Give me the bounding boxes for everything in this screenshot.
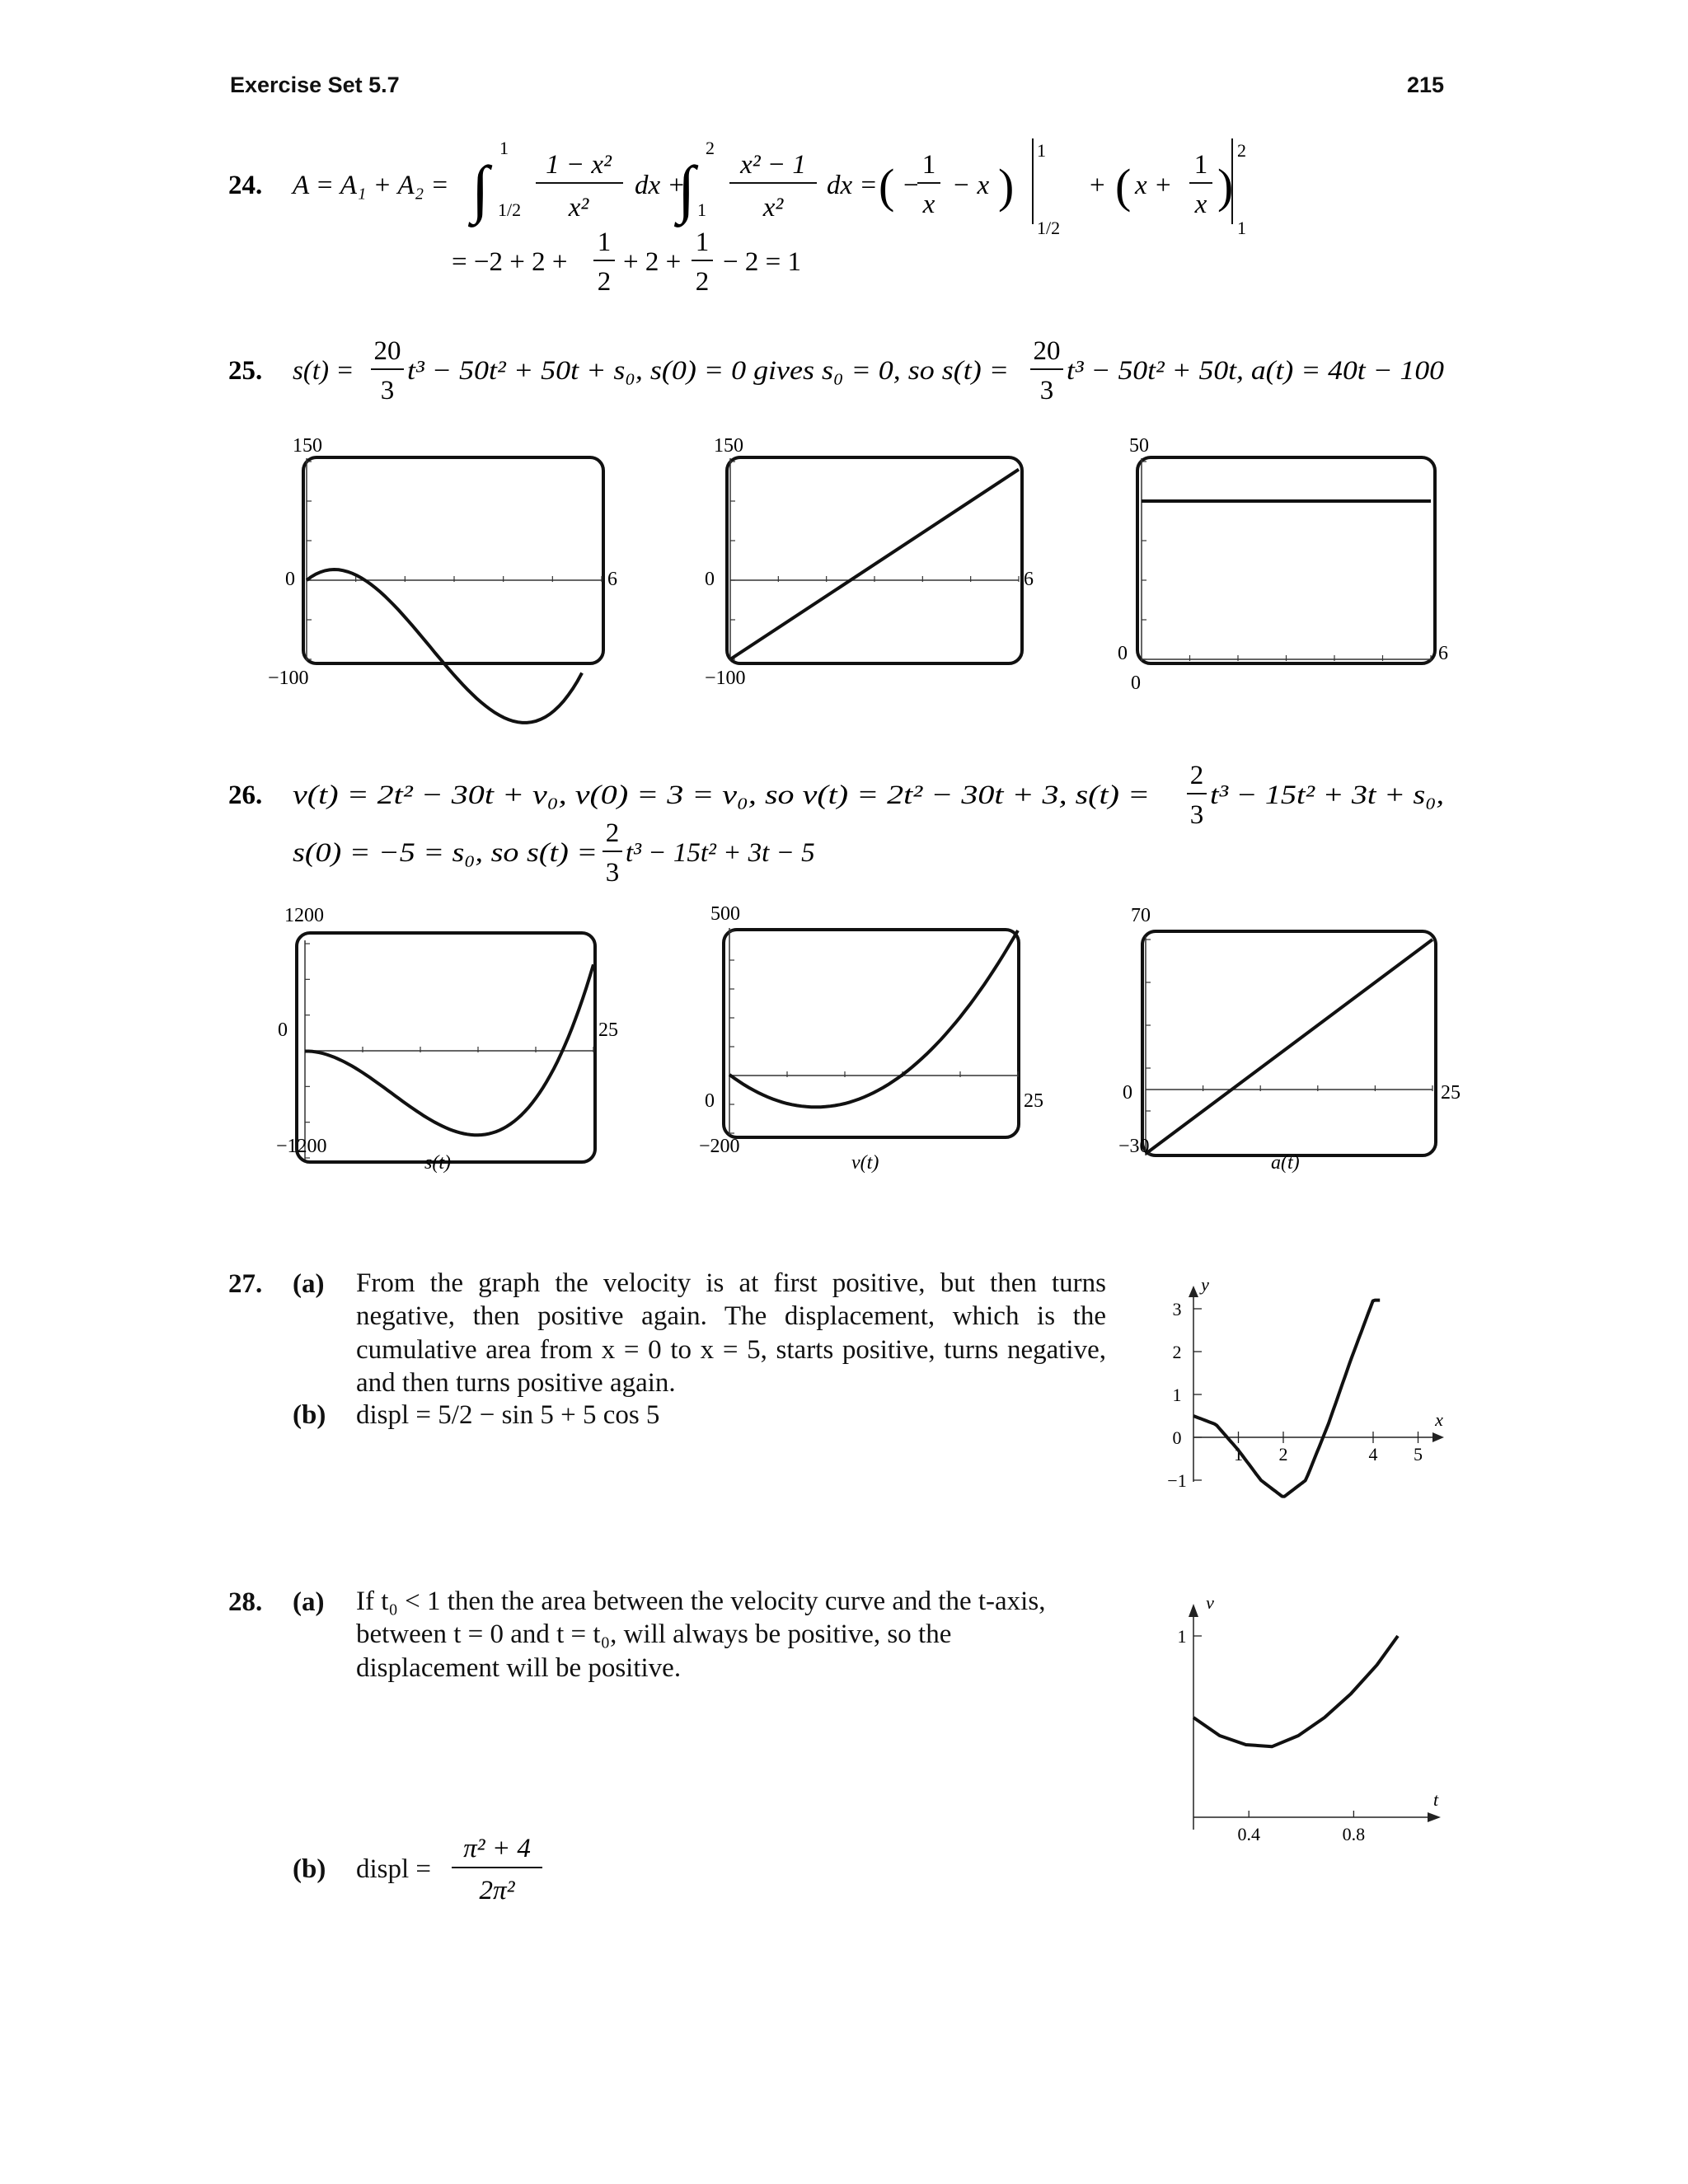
p24-eval1-upper: 1 bbox=[1037, 140, 1046, 161]
minus-sign: − bbox=[903, 171, 919, 200]
p24-line2-f2den: 2 bbox=[695, 267, 710, 297]
p28-b-den: 2π² bbox=[479, 1876, 515, 1905]
p24-line2-end: − 2 = 1 bbox=[723, 247, 801, 277]
p25-text2: t³ − 50t² + 50t + s₀, s(0) = 0 gives s₀ = 0, so s(t) = bbox=[407, 356, 1009, 386]
series-line bbox=[305, 964, 593, 1135]
p24-int1-upper: 1 bbox=[499, 138, 509, 158]
calculator-frame bbox=[1137, 457, 1435, 663]
p25-f1num: 20 bbox=[373, 336, 401, 366]
paren-left: ( bbox=[879, 159, 895, 213]
integral-sign: ∫ bbox=[471, 152, 490, 224]
x-tick-label: 0.4 bbox=[1237, 1824, 1260, 1844]
y-tick-label: 3 bbox=[1172, 1299, 1182, 1319]
p24-eval1-num: 1 bbox=[921, 150, 936, 180]
problem-24-math bbox=[228, 138, 1246, 297]
problem-28-label: 28. bbox=[228, 1587, 263, 1617]
p26-f2den: 3 bbox=[605, 858, 620, 888]
series-line bbox=[730, 470, 1019, 659]
p26-f2num: 2 bbox=[605, 818, 620, 848]
p24-eval2-upper: 2 bbox=[1237, 140, 1246, 161]
problem-24-label: 24. bbox=[228, 171, 263, 200]
series-line bbox=[1146, 940, 1432, 1154]
axis-label-xmin: 0 bbox=[1118, 643, 1128, 664]
p28-a-text: If t₀ < 1 then the area between the velocity curve and the t-axis, between t = 0 and t = t₀, will always be positive, so the displacement will be positive. bbox=[356, 1586, 1046, 1683]
p24-lhs: A = A₁ + A₂ = bbox=[293, 171, 449, 200]
chart-p25-s bbox=[268, 435, 617, 723]
y-tick-label: 0 bbox=[1172, 1427, 1182, 1448]
y-tick-label: −1 bbox=[1167, 1470, 1187, 1491]
series-line bbox=[307, 569, 582, 723]
p25-f2num: 20 bbox=[1033, 336, 1061, 366]
p27-b-label: (b) bbox=[293, 1400, 326, 1430]
axis-label-xmin: 0 bbox=[705, 1090, 715, 1112]
chart-caption: a(t) bbox=[1271, 1152, 1300, 1174]
p24-int2-dx: dx = bbox=[827, 171, 878, 200]
chart-p27 bbox=[1167, 1274, 1444, 1497]
p28-a-label: (a) bbox=[293, 1587, 325, 1617]
axis-label-xmin: 0 bbox=[278, 1019, 288, 1041]
problem-27-label: 27. bbox=[228, 1269, 263, 1299]
p26-line1a: v(t) = 2t² − 30t + v₀, v(0) = 3 = v₀, so v(t) = 2t² − 30t + 3, s(t) = bbox=[293, 780, 1150, 810]
axis-label-xmin: 0 bbox=[1123, 1082, 1132, 1104]
paren-right: ) bbox=[998, 159, 1015, 213]
p27-a-text: From the graph the velocity is at first positive, but then turns negative, then positive again. The displacement, which is the cumulative area from x = 0 to x = 5, starts positive, turns negative, and then turns positive again. bbox=[356, 1268, 1106, 1398]
y-tick-label: 2 bbox=[1172, 1342, 1182, 1362]
p24-line2-f2num: 1 bbox=[695, 227, 710, 257]
y-axis-label: v bbox=[1206, 1592, 1214, 1613]
p28-b-label: (b) bbox=[293, 1854, 326, 1884]
p24-line2-mid: + 2 + bbox=[623, 247, 682, 277]
p24-eval2-lower: 1 bbox=[1237, 218, 1246, 238]
p26-f1den: 3 bbox=[1189, 800, 1204, 830]
p25-text3: t³ − 50t² + 50t, a(t) = 40t − 100 bbox=[1067, 356, 1445, 386]
chart-p25-a bbox=[1118, 435, 1448, 694]
p24-eval2-den: x bbox=[1194, 190, 1207, 219]
chart-caption: s(t) bbox=[424, 1152, 451, 1174]
chart-p26-v bbox=[699, 903, 1043, 1174]
axis-label-xmax: 6 bbox=[607, 569, 617, 590]
calculator-frame bbox=[303, 457, 603, 663]
axis-label-ymax: 150 bbox=[293, 435, 322, 457]
p24-plus: + bbox=[1090, 171, 1105, 200]
axis-label-ymax: 70 bbox=[1131, 905, 1151, 926]
x-axis-label: t bbox=[1432, 1789, 1439, 1810]
axis-label-xmax: 6 bbox=[1024, 569, 1034, 590]
series-line bbox=[1193, 1301, 1380, 1497]
series-line bbox=[1193, 1636, 1398, 1746]
p26-line1b: t³ − 15t² + 3t + s₀, bbox=[1210, 780, 1444, 810]
problem-26-label: 26. bbox=[228, 780, 263, 810]
x-axis-arrow bbox=[1428, 1812, 1441, 1822]
axis-label-xmax: 6 bbox=[1438, 643, 1448, 664]
problem-26-math bbox=[228, 761, 1444, 888]
problem-25-label: 25. bbox=[228, 356, 263, 386]
p25-f2den: 3 bbox=[1039, 376, 1054, 405]
p24-eval1-tail: − x bbox=[952, 171, 990, 200]
x-axis-label: x bbox=[1435, 1409, 1443, 1430]
p24-line2-f1num: 1 bbox=[597, 227, 612, 257]
chart-caption: v(t) bbox=[851, 1152, 879, 1174]
x-tick-label: 0.8 bbox=[1342, 1824, 1366, 1844]
axis-label-xmin: 0 bbox=[285, 569, 295, 590]
x-tick-label: 5 bbox=[1414, 1444, 1423, 1465]
y-axis-arrow bbox=[1189, 1604, 1198, 1617]
chart-p26-a bbox=[1118, 905, 1461, 1174]
axis-label-ymax: 150 bbox=[714, 435, 743, 457]
axis-label-ymin: −100 bbox=[268, 668, 309, 689]
axis-label-xmax: 25 bbox=[1441, 1082, 1461, 1104]
p24-int2-num: x² − 1 bbox=[740, 150, 806, 180]
p24-int1-lower: 1/2 bbox=[498, 199, 522, 220]
p25-f1den: 3 bbox=[380, 376, 395, 405]
x-axis-arrow bbox=[1432, 1432, 1444, 1442]
p26-line2a: s(0) = −5 = s₀, so s(t) = bbox=[293, 838, 598, 868]
axis-label-ymax: 1200 bbox=[284, 905, 324, 926]
axis-label-ymin: −100 bbox=[705, 668, 746, 689]
x-tick-label: 2 bbox=[1278, 1444, 1288, 1465]
y-tick-label: 1 bbox=[1172, 1385, 1182, 1405]
p27-b-text: displ = 5/2 − sin 5 + 5 cos 5 bbox=[356, 1400, 660, 1430]
p24-int1-num: 1 − x² bbox=[546, 150, 612, 180]
chart-p28 bbox=[1178, 1592, 1442, 1844]
p24-int2-lower: 1 bbox=[697, 199, 706, 220]
p28-b-text: displ = bbox=[356, 1854, 432, 1884]
problem-25-math bbox=[228, 336, 1445, 405]
axis-label-ymax: 500 bbox=[710, 903, 740, 925]
series-line bbox=[729, 930, 1018, 1107]
paren-right: ) bbox=[1217, 159, 1234, 213]
section-title: Exercise Set 5.7 bbox=[230, 73, 400, 97]
p24-line2-start: = −2 + 2 + bbox=[452, 247, 568, 277]
axis-label-ymin: −1200 bbox=[276, 1136, 327, 1157]
chart-p26-s bbox=[276, 905, 618, 1174]
p28-b-num: π² + 4 bbox=[463, 1834, 531, 1863]
axis-label-xmax: 25 bbox=[598, 1019, 618, 1041]
p24-eval2-head: x + bbox=[1135, 171, 1173, 200]
y-axis-arrow bbox=[1189, 1286, 1198, 1297]
p24-eval2-num: 1 bbox=[1193, 150, 1208, 180]
p24-int1-dx: dx + bbox=[635, 171, 686, 200]
y-axis-label: y bbox=[1201, 1274, 1209, 1295]
p24-int2-upper: 2 bbox=[706, 138, 715, 158]
p26-line2b: t³ − 15t² + 3t − 5 bbox=[626, 838, 815, 868]
axis-label-ymin: 0 bbox=[1131, 673, 1141, 694]
page-number: 215 bbox=[1406, 73, 1444, 97]
x-tick-label: 4 bbox=[1368, 1444, 1378, 1465]
axis-label-ymin: −30 bbox=[1118, 1136, 1150, 1157]
p24-eval1-lower: 1/2 bbox=[1037, 218, 1061, 238]
y-tick-label: 1 bbox=[1177, 1626, 1187, 1647]
p24-int1-den: x² bbox=[568, 193, 589, 223]
p26-f1num: 2 bbox=[1189, 761, 1204, 790]
paren-left: ( bbox=[1115, 159, 1132, 213]
axis-label-xmax: 25 bbox=[1024, 1090, 1043, 1112]
problem-28b-math bbox=[452, 1834, 542, 1905]
p24-eval1-den: x bbox=[922, 190, 935, 219]
integral-sign: ∫ bbox=[678, 152, 696, 224]
calculator-frame bbox=[724, 930, 1019, 1137]
chart-p25-v bbox=[705, 435, 1034, 689]
axis-label-xmin: 0 bbox=[705, 569, 715, 590]
p24-int2-den: x² bbox=[762, 193, 784, 223]
x-tick-label: 1 bbox=[1234, 1444, 1243, 1465]
p24-line2-f1den: 2 bbox=[597, 267, 612, 297]
p27-a-label: (a) bbox=[293, 1269, 325, 1299]
axis-label-ymin: −200 bbox=[699, 1136, 740, 1157]
axis-label-ymax: 50 bbox=[1129, 435, 1149, 457]
p25-text1: s(t) = bbox=[293, 356, 354, 386]
